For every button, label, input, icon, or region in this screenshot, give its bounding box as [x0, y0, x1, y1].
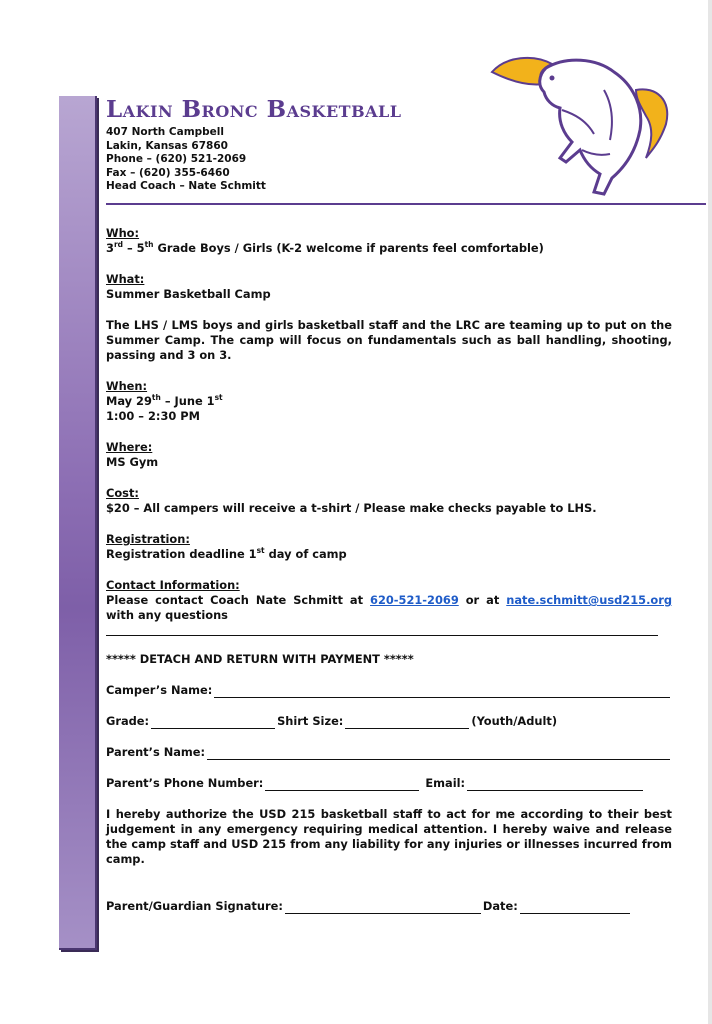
page-title: Lakin Bronc Basketball: [106, 96, 402, 123]
address-line-1: 407 North Campbell: [106, 126, 224, 138]
registration-text: Registration deadline 1st day of camp: [106, 546, 347, 561]
address-block: [106, 126, 402, 194]
when-label: When:: [106, 379, 148, 393]
when-time: 1:00 – 2:30 PM: [106, 409, 200, 423]
who-label: Who:: [106, 226, 140, 240]
page-edge: [708, 0, 712, 1024]
cost-label: Cost:: [106, 486, 139, 500]
email-link[interactable]: nate.schmitt@usd215.org: [506, 593, 672, 607]
parent-name-row: [106, 745, 672, 760]
phone-link[interactable]: 620-521-2069: [370, 593, 459, 607]
what-text: Summer Basketball Camp: [106, 287, 271, 301]
phone-line: Phone – (620) 521-2069: [106, 153, 247, 165]
signature-label: Parent/Guardian Signature:: [106, 899, 283, 913]
shirt-size-label: Shirt Size:: [277, 714, 344, 728]
camper-name-label: Camper’s Name:: [106, 683, 213, 697]
cost-text: $20 – All campers will receive a t-shirt / Please make checks payable to LHS.: [106, 501, 597, 515]
authorization-text: I hereby authorize the USD 215 basketball staff to act for me according to their best judgement in any emergency requiring medical attention. I hereby waive and release the camp staff and USD 215 from any liability for any injuries or illnesses incurred from camp.: [106, 807, 672, 866]
header-divider: [106, 203, 706, 205]
contact-label: Contact Information:: [106, 578, 240, 592]
detach-heading: ***** DETACH AND RETURN WITH PAYMENT *****: [106, 652, 414, 666]
signature-field[interactable]: [285, 901, 481, 914]
date-field[interactable]: [520, 901, 630, 914]
youth-adult-label: (Youth/Adult): [471, 714, 558, 728]
parent-name-label: Parent’s Name:: [106, 745, 206, 759]
detach-line: [106, 623, 658, 636]
when-dates: May 29th – June 1st: [106, 393, 223, 408]
signature-row: [106, 899, 672, 914]
head-coach-line: Head Coach – Nate Schmitt: [106, 180, 266, 192]
fax-line: Fax – (620) 355-6460: [106, 166, 230, 179]
contact-text: Please contact Coach Nate Schmitt at 620-521-2069 or at nate.schmitt@usd215.org with any questions: [106, 593, 672, 622]
grade-row: [106, 714, 672, 729]
parent-name-field[interactable]: [207, 747, 670, 760]
camp-description: The LHS / LMS boys and girls basketball staff and the LRC are teaming up to put on the Summer Camp. The camp will focus on fundamentals such as ball handling, shooting, passing and 3 on 3.: [106, 318, 672, 362]
registration-label: Registration:: [106, 532, 190, 546]
where-label: Where:: [106, 440, 153, 454]
camper-name-row: [106, 683, 672, 698]
shirt-size-field[interactable]: [345, 716, 469, 729]
grade-field[interactable]: [151, 716, 275, 729]
grade-label: Grade:: [106, 714, 150, 728]
letterhead: [106, 96, 402, 194]
parent-phone-row: [106, 776, 672, 791]
address-line-2: Lakin, Kansas 67860: [106, 139, 228, 152]
camper-name-field[interactable]: [214, 685, 670, 698]
email-label: Email:: [425, 776, 466, 790]
parent-phone-label: Parent’s Phone Number:: [106, 776, 264, 790]
document-body: [106, 226, 672, 914]
who-text: 3rd – 5th Grade Boys / Girls (K-2 welcome if parents feel comfortable): [106, 240, 544, 255]
email-field[interactable]: [467, 778, 643, 791]
bronco-mascot-icon: [486, 50, 682, 200]
what-label: What:: [106, 272, 145, 286]
where-text: MS Gym: [106, 455, 159, 469]
decorative-sidebar: [59, 96, 97, 950]
parent-phone-field[interactable]: [265, 778, 419, 791]
date-label: Date:: [482, 899, 518, 913]
